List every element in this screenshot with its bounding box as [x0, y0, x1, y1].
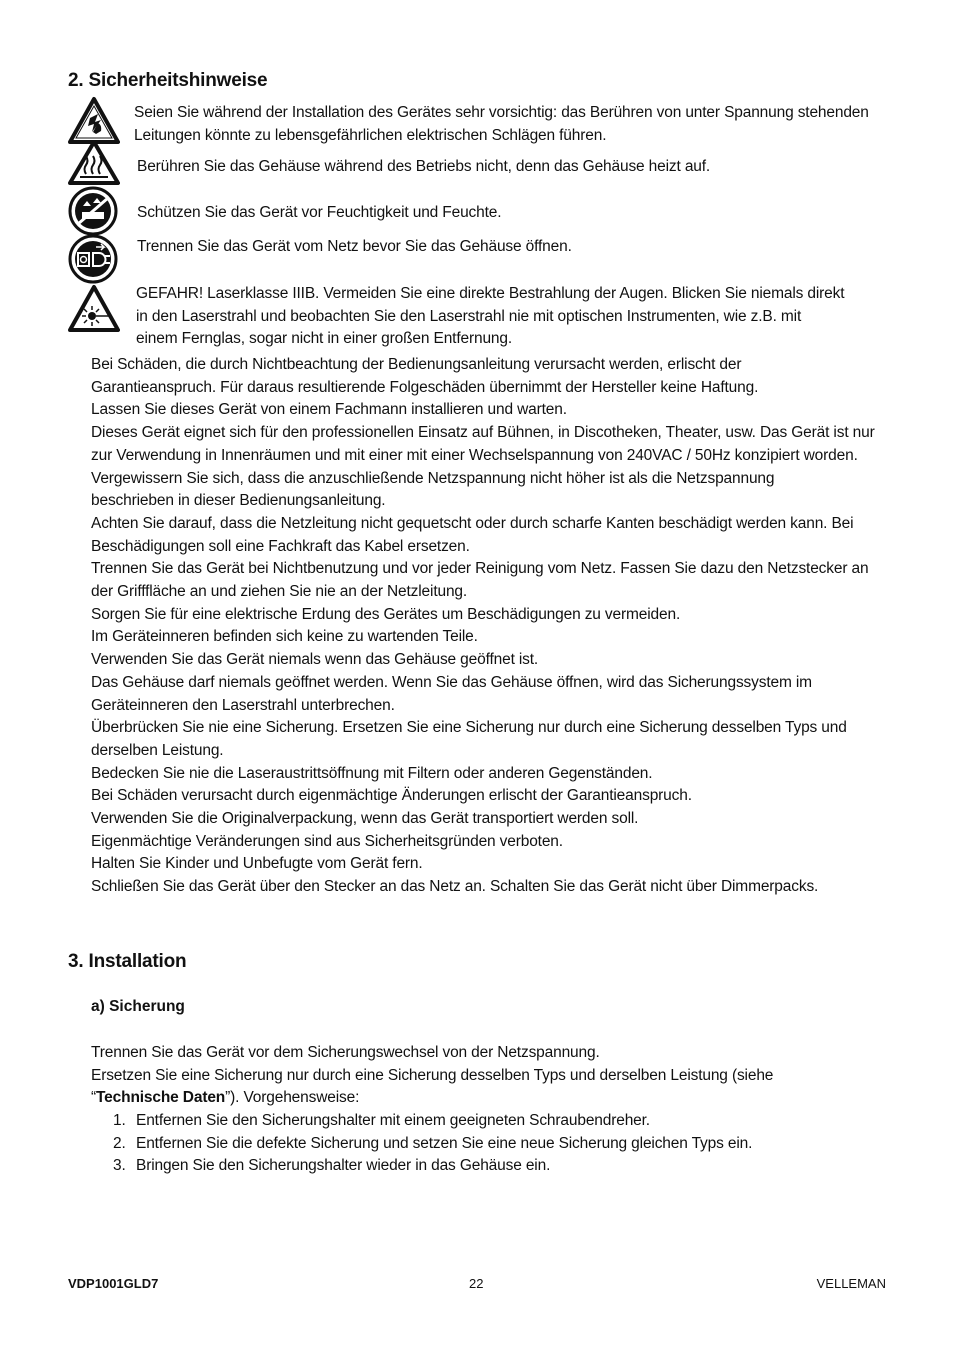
- installation-steps: [91, 1110, 881, 1178]
- list-item: [91, 1133, 881, 1156]
- safety-paragraph: Schließen Sie das Gerät über den Stecker an das Netz an. Schalten Sie das Gerät nicht über Dimmerpacks.: [91, 878, 819, 896]
- warning-text-unplug: Trennen Sie das Gerät vom Netz bevor Sie das Gehäuse öffnen.: [137, 238, 572, 255]
- footer-brand: VELLEMAN: [816, 1276, 886, 1291]
- safety-paragraph: Überbrücken Sie nie eine Sicherung. Ersetzen Sie eine Sicherung nur durch eine Sicherung desselben Typs und derselben Leistung.: [91, 719, 847, 759]
- safety-paragraph: Das Gehäuse darf niemals geöffnet werden. Wenn Sie das Gehäuse öffnen, wird das Sicherungssystem im Geräteinneren den Laserstrahl unterbrechen.: [91, 673, 812, 714]
- step-text: Entfernen Sie die defekte Sicherung und setzen Sie eine neue Sicherung gleichen Typs ein.: [136, 1134, 753, 1152]
- subsection-a-heading: a) Sicherung: [91, 998, 185, 1015]
- step-number: 3.: [113, 1157, 126, 1175]
- safety-paragraph: Verwenden Sie die Originalverpackung, wenn das Gerät transportiert werden soll.: [91, 810, 639, 828]
- footer-model: VDP1001GLD7: [68, 1276, 159, 1291]
- safety-paragraph: Halten Sie Kinder und Unbefugte vom Gerät fern.: [91, 855, 423, 873]
- section-3-heading: 3. Installation: [68, 951, 187, 972]
- safety-paragraph: Dieses Gerät eignet sich für den professionellen Einsatz auf Bühnen, in Discotheken, Theater, usw. Das Gerät ist nur zur Verwendung in Innenräumen und mit einer mit einer Wechselspannung von 240VAC / 50Hz konzipiert worden.: [91, 424, 875, 464]
- step-number: 1.: [113, 1112, 126, 1129]
- safety-paragraph: Bei Schäden verursacht durch eigenmächtige Änderungen erlischt der Garantieanspruch.: [91, 787, 692, 805]
- safety-paragraph: Lassen Sie dieses Gerät von einem Fachmann installieren und warten.: [91, 401, 567, 419]
- safety-paragraph: Bedecken Sie nie die Laseraustrittsöffnung mit Filtern oder anderen Gegenständen.: [91, 764, 653, 782]
- unplug-icon: [68, 234, 120, 284]
- technical-data-reference: Technische Daten: [96, 1089, 226, 1107]
- intro2-before-text: Ersetzen Sie eine Sicherung nur durch eine Sicherung desselben Typs und derselben Leistung (siehe “: [91, 1066, 774, 1107]
- safety-paragraph: Sorgen Sie für eine elektrische Erdung des Gerätes um Beschädigungen zu vermeiden.: [91, 605, 681, 623]
- safety-paragraphs: [91, 354, 891, 899]
- safety-paragraph: Eigenmächtige Veränderungen sind aus Sicherheitsgründen verboten.: [91, 832, 563, 850]
- warning-text-hot: Berühren Sie das Gehäuse während des Betriebs nicht, denn das Gehäuse heizt auf.: [137, 158, 711, 175]
- list-item: [91, 1155, 881, 1178]
- installation-intro-line2: [91, 1065, 821, 1110]
- warning-text-laser: GEFAHR! Laserklasse IIIB. Vermeiden Sie eine direkte Bestrahlung der Augen. Blicken Sie niemals direkt in den Laserstrahl und beobachten Sie den Laserstrahl nie mit optischen Instrumenten, wie z.B. mit einem Fernglas, sogar nicht in einer großen Entfernung.: [136, 285, 845, 347]
- warning-text-moisture: Schützen Sie das Gerät vor Feuchtigkeit und Feuchte.: [137, 204, 502, 221]
- safety-paragraph: Trennen Sie das Gerät bei Nichtbenutzung und vor jeder Reinigung vom Netz. Fassen Sie dazu den Netzstecker an der Grifffläche an und ziehen Sie nie an der Netzleitung.: [91, 560, 869, 601]
- installation-intro-line1: Trennen Sie das Gerät vor dem Sicherungswechsel von der Netzspannung.: [91, 1044, 600, 1061]
- section-2-heading: 2. Sicherheitshinweise: [68, 70, 268, 91]
- electric-shock-icon: [68, 96, 120, 146]
- safety-paragraph: Bei Schäden, die durch Nichtbeachtung der Bedienungsanleitung verursacht werden, erlischt der Garantieanspruch. Für daraus resultierende Folgeschäden übernimmt der Hersteller keine Haftung.: [91, 356, 759, 396]
- safety-paragraph: Im Geräteinneren befinden sich keine zu wartenden Teile.: [91, 628, 478, 646]
- warning-text-shock: Seien Sie während der Installation des Gerätes sehr vorsichtig: das Berühren von unter Spannung stehenden Leitungen könnte zu lebensgefährlichen elektrischen Schlägen führen.: [134, 104, 869, 144]
- list-item: [91, 1110, 881, 1133]
- safety-paragraph: Vergewissern Sie sich, dass die anzuschließende Netzspannung nicht höher ist als die Netzspannung beschrieben in dieser Bedienungsanleitung.: [91, 469, 775, 510]
- step-text: Entfernen Sie den Sicherungshalter mit einem geeigneten Schraubendreher.: [136, 1112, 650, 1129]
- laser-icon: [68, 284, 120, 334]
- moisture-icon: [68, 186, 120, 236]
- step-number: 2.: [113, 1134, 126, 1152]
- footer-page-number: 22: [469, 1276, 484, 1291]
- intro2-after-text: ”). Vorgehensweise:: [225, 1089, 360, 1107]
- safety-paragraph: Verwenden Sie das Gerät niemals wenn das Gehäuse geöffnet ist.: [91, 651, 539, 669]
- safety-paragraph: Achten Sie darauf, dass die Netzleitung nicht gequetscht oder durch scharfe Kanten beschädigt werden kann. Bei Beschädigungen soll eine Fachkraft das Kabel ersetzen.: [91, 514, 854, 555]
- step-text: Bringen Sie den Sicherungshalter wieder in das Gehäuse ein.: [136, 1157, 551, 1175]
- hot-surface-icon: [68, 140, 120, 186]
- installation-intro: [91, 1042, 821, 1110]
